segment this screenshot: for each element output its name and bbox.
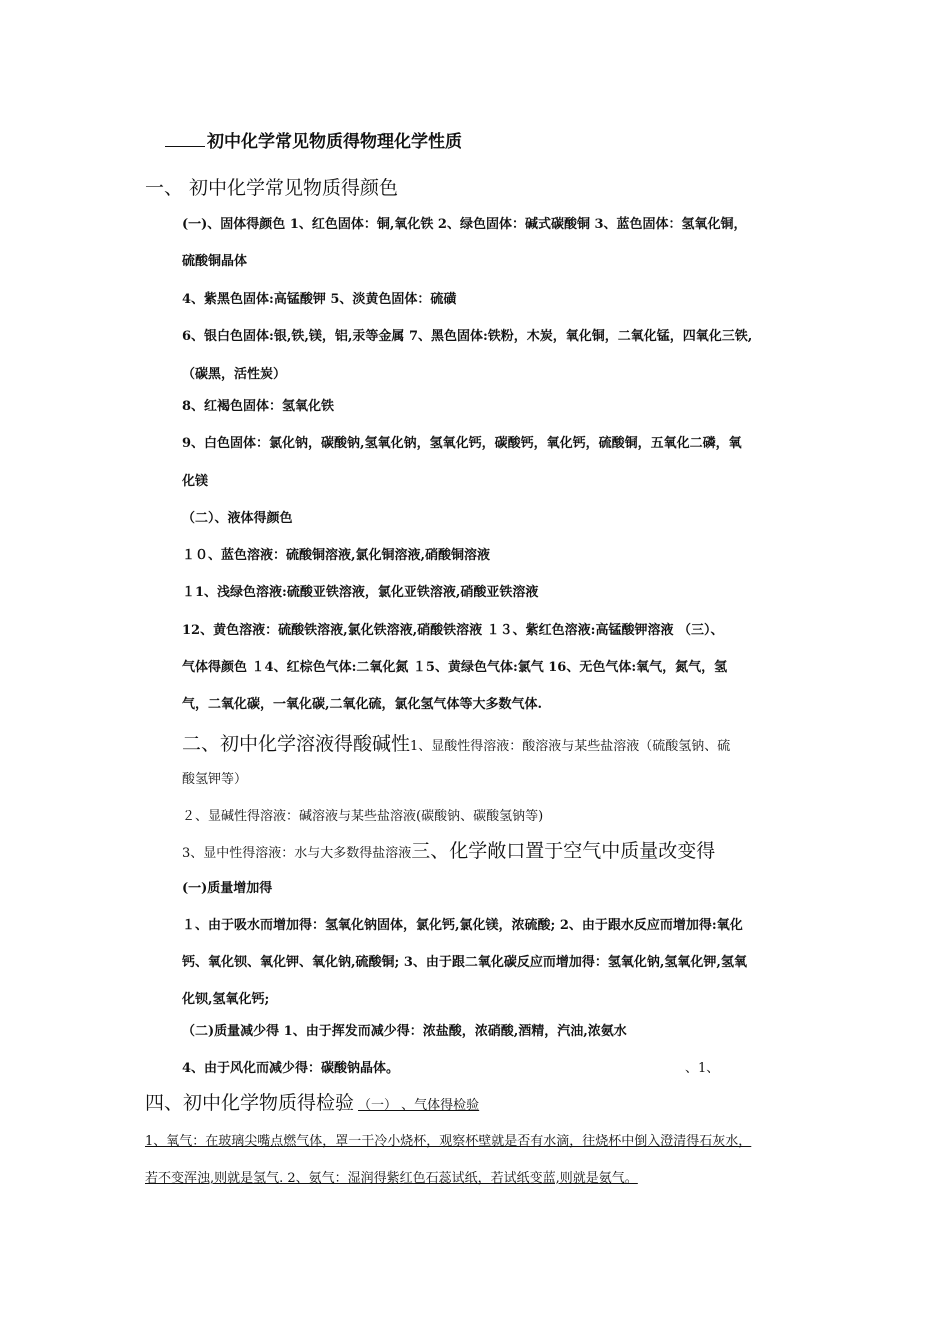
section1-line: 化镁: [182, 474, 209, 489]
section1-line: １1、浅绿色溶液:硫酸亚铁溶液，氯化亚铁溶液,硝酸亚铁溶液: [182, 585, 539, 600]
section1-line: 硫酸铜晶体: [182, 254, 248, 269]
section1-line: 4、紫黑色固体:高锰酸钾 5、淡黄色固体：硫磺: [182, 292, 457, 307]
section2-last-line: [182, 836, 715, 863]
section3-line: （二)质量减少得 1、由于挥发而减少得：浓盐酸，浓硝酸,酒精，汽油,浓氨水: [182, 1024, 627, 1039]
section1-line: 6、银白色固体:银,铁,镁，铝,汞等金属 7、黑色固体:铁粉，木炭，氧化铜，二氧化锰，四氧化三铁,: [182, 329, 753, 344]
section3-line: 化钡,氢氧化钙;: [182, 992, 270, 1007]
section1-line: 气体得颜色 １4、红棕色气体:二氧化氮 １5、黄绿色气体:氯气 16、无色气体:氧气，氮气，氢: [182, 660, 728, 675]
section1-line: １０、蓝色溶液：硫酸铜溶液,氯化铜溶液,硝酸铜溶液: [182, 548, 491, 563]
section4-heading-line: [145, 1088, 479, 1115]
section1-line: 气，二氧化碳，一氧化碳,二氧化硫，氯化氢气体等大多数气体.: [182, 697, 543, 712]
section2-first-line: [182, 729, 730, 756]
section1-line: （碳黑，活性炭）: [182, 367, 287, 382]
section2-line: 3、显中性得溶液：水与大多数得盐溶液: [182, 846, 412, 861]
section3-heading: 三、化学敞口置于空气中质量改变得: [411, 840, 716, 862]
section3-line: 4、由于风化而减少得：碳酸钠晶体。: [182, 1061, 400, 1076]
section3-line: 钙、氧化钡、氧化钾、氧化钠,硫酸铜; 3、由于跟二氧化碳反应而增加得：氢氧化钠,氢氧化钾,氢氧: [182, 955, 747, 970]
section1-heading: 一、 初中化学常见物质得颜色: [145, 177, 399, 199]
section1-line: 9、白色固体：氯化钠，碳酸钠,氢氧化钠，氢氧化钙，碳酸钙，氧化钙，硫酸铜，五氧化二磷，氧: [182, 436, 742, 451]
section1-line: （二）、液体得颜色: [182, 511, 293, 526]
section2-line: ２、显碱性得溶液：碱溶液与某些盐溶液(碳酸钠、碳酸氢钠等): [182, 809, 544, 824]
section4-line: 若不变浑浊,则就是氢气. 2、氨气：湿润得紫红色石蕊试纸，若试纸变蓝,则就是氨气。: [145, 1171, 638, 1186]
section1-line: 8、红褐色固体：氢氧化铁: [182, 399, 335, 414]
section2-heading: 二、初中化学溶液得酸碱性: [182, 733, 411, 755]
section3-line: (一)质量增加得: [182, 881, 273, 896]
document-title: [165, 127, 462, 152]
section1-line: 12、黄色溶液：硫酸铁溶液,氯化铁溶液,硝酸铁溶液 １３、紫红色溶液:高锰酸钾溶液 （三）、: [182, 623, 724, 638]
section2-line: 1、显酸性得溶液：酸溶液与某些盐溶液（硫酸氢钠、硫: [410, 739, 731, 754]
stray-mark: 、1、: [685, 1061, 720, 1076]
section2-line: 酸氢钾等）: [182, 772, 248, 787]
document-title-text: 初中化学常见物质得物理化学性质: [207, 132, 462, 152]
section3-line: １、由于吸水而增加得：氢氧化钠固体，氯化钙,氯化镁，浓硫酸; 2、由于跟水反应而增加得:氧化: [182, 918, 743, 933]
section4-line: 1、氧气：在玻璃尖嘴点燃气体，罩一干冷小烧杯，观察杯壁就是否有水滴，往烧杯中倒入澄清得石灰水，: [145, 1134, 752, 1149]
title-blank-line: [165, 132, 205, 147]
section4-heading: 四、初中化学物质得检验: [145, 1092, 355, 1114]
section1-line: (一)、固体得颜色 1、红色固体：铜,氧化铁 2、绿色固体：碱式碳酸铜 3、蓝色固体：氢氧化铜，: [182, 217, 747, 232]
section4-subheading: （一） 、气体得检验: [358, 1098, 480, 1113]
